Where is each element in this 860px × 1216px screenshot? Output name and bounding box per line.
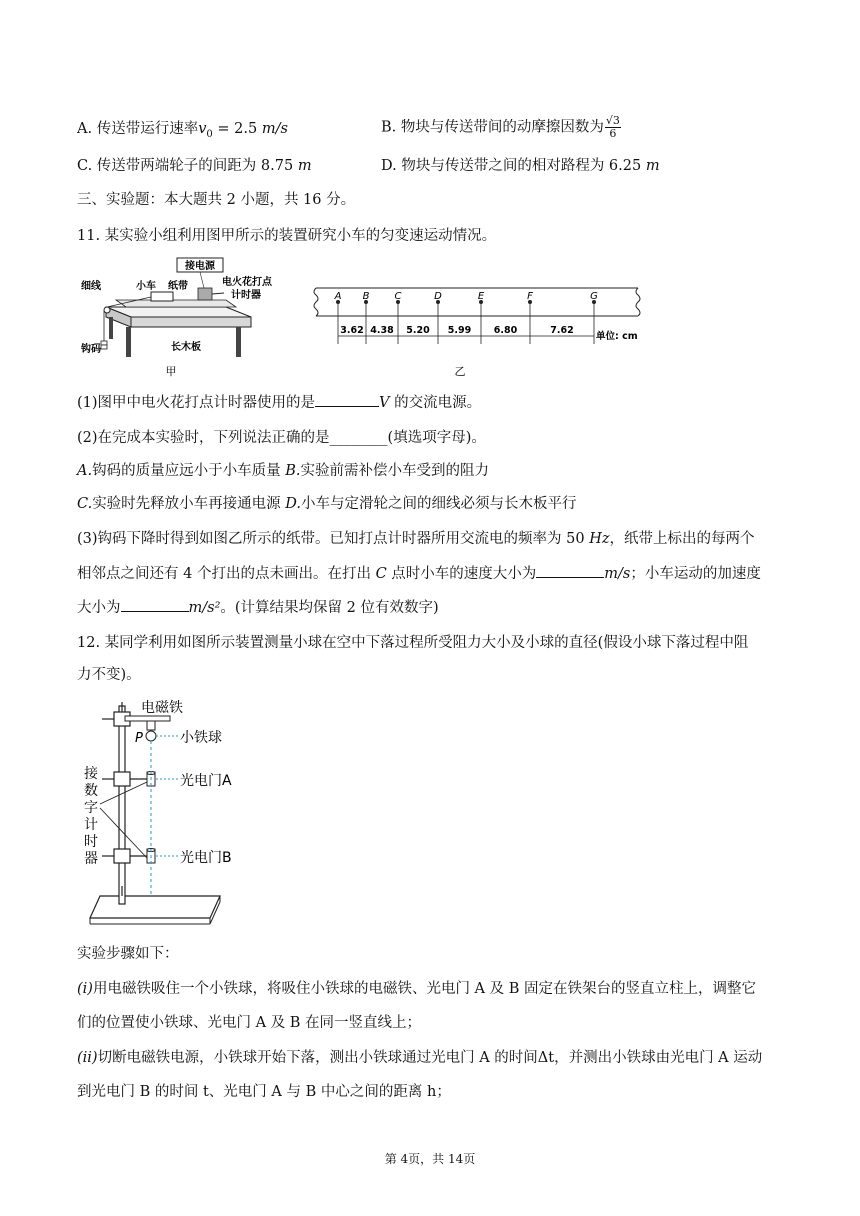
option-c: C. 传送带两端轮子的间距为 8.75 m — [77, 158, 312, 174]
page-footer: 第 4页，共 14页 — [384, 1152, 476, 1166]
option-d: D. 物块与传送带之间的相对路程为 6.25 m — [381, 158, 660, 174]
tape-point-label: F — [527, 291, 533, 302]
tape-point-label: D — [434, 291, 442, 302]
label-timer-1: 电火花打点 — [222, 277, 272, 288]
distance-label: 7.62 — [550, 325, 574, 336]
tape-distances — [338, 325, 594, 336]
label-hook-weight: 钩码 — [81, 344, 101, 355]
label-cart: 小车 — [136, 281, 156, 292]
label-electromagnet: 电磁铁 — [141, 700, 183, 716]
timer-char: 数 — [84, 783, 98, 799]
figure-q12-apparatus — [80, 696, 280, 926]
timer-char: 器 — [84, 851, 98, 867]
timer-char: 字 — [84, 800, 98, 816]
tape-point-label: A — [334, 291, 342, 302]
step1-line2: 们的位置使小铁球、光电门 A 及 B 在同一竖直线上； — [77, 1015, 422, 1031]
answer-blank[interactable] — [121, 611, 189, 612]
tape-point-label: C — [394, 291, 402, 302]
figure-jia-apparatus — [76, 255, 286, 380]
q11-part3-line3: 大小为 m/s²。(计算结果均保留 2 位有效数字) — [77, 600, 439, 616]
label-timer-2: 计时器 — [231, 290, 261, 301]
tape-point-label: E — [477, 291, 485, 302]
distance-label: 5.99 — [447, 325, 472, 336]
timer-char: 计 — [84, 817, 98, 833]
q11-part1: (1)图甲中电火花打点计时器使用的是 V 的交流电源。 — [77, 395, 482, 411]
q12-stem-line2: 力不变)。 — [77, 667, 141, 683]
label-string: 细线 — [81, 281, 101, 292]
fraction-sqrt3-over-6: $\frac{√3}{6}$ — [605, 114, 620, 140]
label-ball: 小铁球 — [180, 730, 222, 746]
option-b: B. 物块与传送带间的动摩擦因数为 $\frac{√3}{6}$ — [381, 114, 620, 140]
tape-point-label: B — [362, 291, 370, 302]
step2-line2: 到光电门 B 的时间 t、光电门 A 与 B 中心之间的距离 h； — [77, 1084, 451, 1100]
q11-part3-line1: (3)钩码下降时得到如图乙所示的纸带。已知打点计时器所用交流电的频率为 50 Hz，纸带上标出的每两个 — [77, 531, 755, 547]
answer-blank[interactable] — [315, 406, 379, 407]
q11-options-cd: C.实验时先释放小车再接通电源 D.小车与定滑轮之间的细线必须与长木板平行 — [77, 496, 577, 512]
step2-line1: (ii)切断电磁铁电源，小铁球开始下落，测出小铁球通过光电门 A 的时间Δt，并测出小铁球由光电门 A 运动 — [77, 1050, 763, 1066]
label-gate-a: 光电门A — [180, 773, 232, 789]
figure-yi-tape — [308, 280, 648, 380]
distance-label: 3.62 — [340, 325, 364, 336]
q12-stem-line1: 12. 某同学利用如图所示装置测量小球在空中下落过程所受阻力大小及小球的直径(假设小球下落过程中阻 — [77, 635, 749, 651]
unit-label: 单位: cm — [596, 331, 638, 342]
step1-line1: (i)用电磁铁吸住一个小铁球，将吸住小铁球的电磁铁、光电门 A 及 B 固定在铁架台的竖直立柱上，调整它 — [77, 981, 757, 997]
q11-part3-line2: 相邻点之间还有 4 个打出的点未画出。在打出 C 点时小车的速度大小为 m/s；小车运动的加速度 — [77, 566, 761, 582]
q11-options-ab: A.钩码的质量应远小于小车质量 B.实验前需补偿小车受到的阻力 — [77, 463, 489, 479]
option-a: A. 传送带运行速率$v_0 = 2.5$ m/s — [77, 121, 288, 140]
q11-stem: 11. 某实验小组利用图甲所示的装置研究小车的匀变速运动情况。 — [77, 228, 497, 244]
q11-part2: (2)在完成本实验时，下列说法正确的是________(填选项字母)。 — [77, 430, 486, 446]
timer-char: 时 — [84, 834, 98, 850]
section-heading: 三、实验题：本大题共 2 小题，共 16 分。 — [77, 192, 356, 208]
label-digital-timer — [84, 765, 99, 867]
distance-label: 5.20 — [406, 325, 430, 336]
answer-blank[interactable] — [536, 577, 604, 578]
label-power: 接电源 — [185, 261, 215, 272]
label-gate-b: 光电门B — [180, 850, 232, 866]
distance-label: 6.80 — [493, 325, 518, 336]
tape-point-label: G — [590, 291, 598, 302]
distance-label: 4.38 — [370, 325, 394, 336]
label-p: P — [135, 731, 143, 746]
timer-char: 接 — [84, 766, 98, 782]
caption-jia: 甲 — [165, 365, 177, 378]
steps-title: 实验步骤如下： — [77, 946, 179, 962]
caption-yi: 乙 — [454, 365, 466, 378]
label-tape: 纸带 — [168, 281, 188, 292]
label-board: 长木板 — [171, 342, 201, 353]
